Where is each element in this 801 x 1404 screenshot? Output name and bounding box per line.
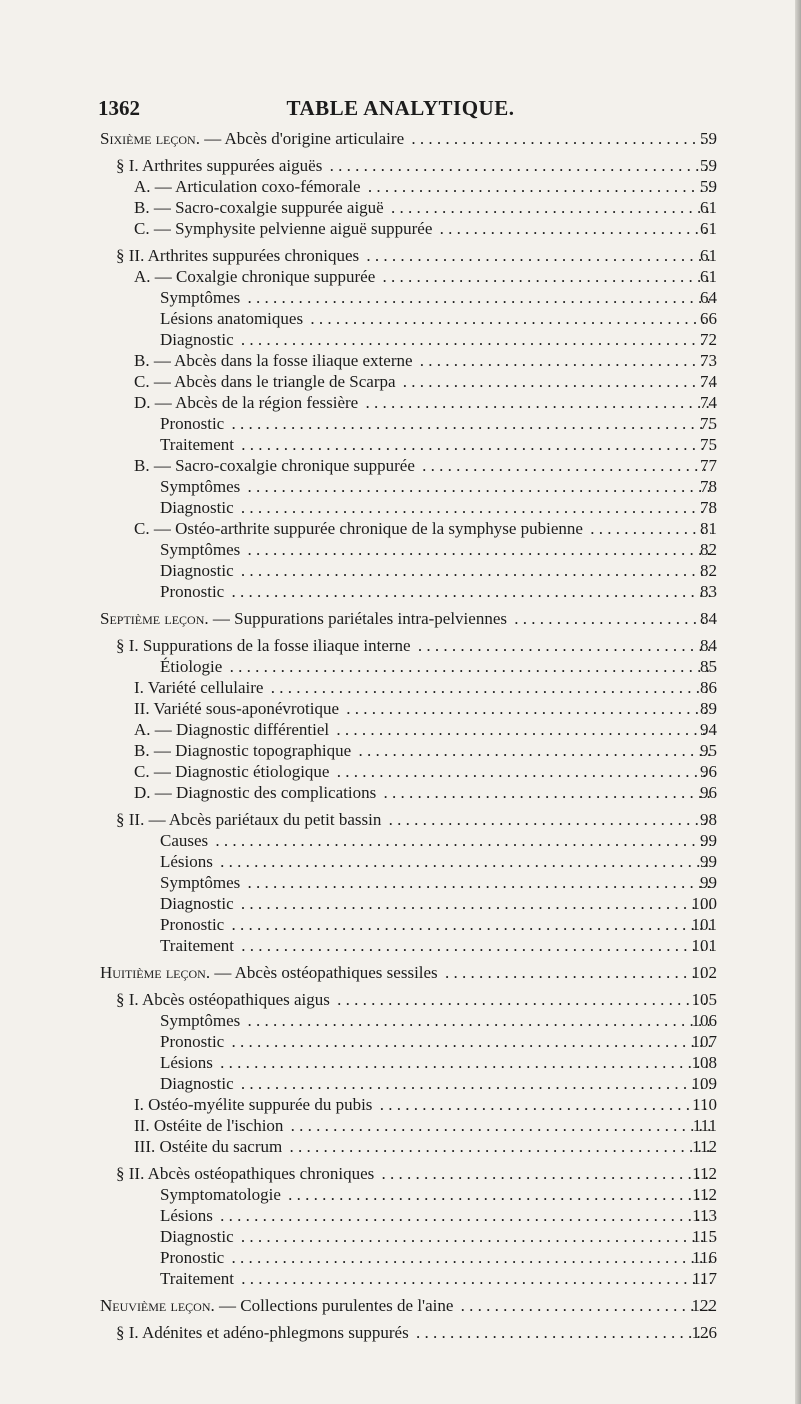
entry-text: A. — Coxalgie chronique suppurée [134, 267, 376, 286]
entry-page-number: 74 [700, 393, 717, 412]
entry-leader [160, 1052, 711, 1073]
entry-text: Pronostic [160, 915, 225, 934]
page-header [0, 96, 801, 126]
entry-text: C. — Symphysite pelvienne aiguë suppurée [134, 219, 433, 238]
toc-entry [0, 1136, 801, 1157]
entry-leader [160, 656, 711, 677]
entry-page-number: 72 [700, 330, 717, 349]
entry-title [116, 1164, 377, 1183]
toc-entry [0, 329, 801, 350]
entry-text: Diagnostic [160, 498, 234, 517]
toc-entry [0, 539, 801, 560]
entry-title [134, 720, 332, 739]
entry-leader [160, 1247, 711, 1268]
entry-page-number: 110 [692, 1095, 717, 1114]
toc-entry [0, 740, 801, 761]
entry-page-number: 113 [692, 1206, 717, 1225]
toc-entry [0, 1322, 801, 1343]
entry-leader [160, 1184, 711, 1205]
entry-leader [134, 197, 711, 218]
entry-page-number: 100 [691, 894, 717, 913]
entry-text: III. Ostéite du sacrum [134, 1137, 283, 1156]
entry-text: § I. Abcès ostéopathiques aigus [116, 990, 330, 1009]
toc-entry [0, 266, 801, 287]
entry-text: Lésions [160, 1053, 213, 1072]
entry-title [160, 1032, 227, 1051]
entry-title [134, 372, 399, 391]
entry-title [160, 1074, 237, 1093]
entry-title [134, 699, 342, 718]
toc-entry [0, 1247, 801, 1268]
entry-leader [160, 893, 711, 914]
entry-leader [160, 539, 711, 560]
entry-page-number: 85 [700, 657, 717, 676]
entry-title [160, 330, 237, 349]
entry-title [134, 267, 378, 286]
toc-entry [0, 392, 801, 413]
entry-title [160, 936, 237, 955]
entry-leader [160, 914, 711, 935]
entry-title [160, 873, 243, 892]
entry-text: I. Variété cellulaire [134, 678, 264, 697]
entry-title [116, 1323, 412, 1342]
entry-page-number: 61 [700, 198, 717, 217]
entry-leader [100, 128, 711, 149]
entry-title [116, 810, 384, 829]
toc-entry [0, 287, 801, 308]
toc-entry [0, 656, 801, 677]
entry-leader [134, 218, 711, 239]
entry-leader [160, 413, 711, 434]
entry-leader [160, 1010, 711, 1031]
entry-leader [100, 608, 711, 629]
entry-text: C. — Diagnostic étiologique [134, 762, 330, 781]
entry-text: B. — Sacro-coxalgie suppurée aiguë [134, 198, 384, 217]
entry-text: — Collections purulentes de l'aine [214, 1296, 454, 1315]
entry-leader [134, 1094, 711, 1115]
entry-title [160, 852, 216, 871]
entry-leader [160, 497, 711, 518]
entry-title [160, 657, 225, 676]
entry-title [160, 498, 237, 517]
toc-entry [0, 893, 801, 914]
entry-text: § II. Arthrites suppurées chroniques [116, 246, 360, 265]
entry-title [160, 561, 237, 580]
entry-page-number: 99 [700, 852, 717, 871]
toc-entry [0, 1031, 801, 1052]
entry-text: II. Variété sous-aponévrotique [134, 699, 340, 718]
entry-page-number: 61 [700, 267, 717, 286]
entry-text: § I. Suppurations de la fosse iliaque interne [116, 636, 411, 655]
toc-entry [0, 1052, 801, 1073]
entry-leader [134, 350, 711, 371]
entry-leader [116, 1322, 711, 1343]
toc-entry [0, 1268, 801, 1289]
entry-leader [134, 371, 711, 392]
entry-page-number: 94 [700, 720, 717, 739]
entry-title [116, 636, 414, 655]
toc-entry [0, 497, 801, 518]
entry-page-number: 77 [700, 456, 717, 475]
entry-page-number: 116 [692, 1248, 717, 1267]
entry-page-number: 109 [691, 1074, 717, 1093]
toc-entry [0, 719, 801, 740]
toc-entry [0, 455, 801, 476]
running-title: TABLE ANALYTIQUE. [286, 96, 515, 120]
entry-title [160, 288, 243, 307]
entry-leader [134, 266, 711, 287]
entry-page-number: 96 [700, 762, 717, 781]
entry-page-number: 81 [700, 519, 717, 538]
entry-leader [134, 719, 711, 740]
lesson-label: Neuvième leçon. [100, 1296, 215, 1315]
entry-text: II. Ostéite de l'ischion [134, 1116, 284, 1135]
entry-text: Lésions [160, 852, 213, 871]
entry-title [160, 582, 227, 601]
entry-text: Symptômes [160, 288, 241, 307]
toc-lesson-entry [0, 608, 801, 629]
entry-page-number: 59 [700, 177, 717, 196]
entry-title [160, 1269, 237, 1288]
entry-page-number: 59 [700, 156, 717, 175]
entry-text: Pronostic [160, 1032, 225, 1051]
entry-page-number: 78 [700, 498, 717, 517]
entry-text: B. — Sacro-coxalgie chronique suppurée [134, 456, 415, 475]
entry-page-number: 84 [700, 636, 717, 655]
entry-title [160, 435, 237, 454]
toc-entry [0, 935, 801, 956]
entry-page-number: 105 [691, 990, 717, 1009]
entry-page-number: 64 [700, 288, 717, 307]
entry-text: Traitement [160, 936, 234, 955]
page-number: 1362 [98, 96, 140, 120]
toc-entry [0, 155, 801, 176]
entry-title [160, 1053, 216, 1072]
entry-page-number: 111 [692, 1116, 717, 1135]
entry-page-number: 122 [691, 1296, 717, 1315]
entry-page-number: 75 [700, 414, 717, 433]
entry-title [160, 477, 243, 496]
toc-entry [0, 914, 801, 935]
entry-page-number: 126 [691, 1323, 717, 1342]
entry-leader [160, 935, 711, 956]
toc-entry [0, 635, 801, 656]
entry-leader [116, 635, 711, 656]
toc-entry [0, 851, 801, 872]
entry-page-number: 74 [700, 372, 717, 391]
entry-leader [160, 851, 711, 872]
entry-text: § I. Adénites et adéno-phlegmons suppurés [116, 1323, 409, 1342]
toc-entry [0, 1010, 801, 1031]
entry-leader [116, 1163, 711, 1184]
toc-entry [0, 518, 801, 539]
entry-leader [116, 245, 711, 266]
entry-text: Diagnostic [160, 1227, 234, 1246]
entry-text: A. — Diagnostic différentiel [134, 720, 330, 739]
toc-entry [0, 197, 801, 218]
toc-entry [0, 1115, 801, 1136]
entry-title [116, 990, 333, 1009]
entry-title [100, 609, 510, 628]
entry-leader [116, 989, 711, 1010]
entry-leader [160, 1031, 711, 1052]
entry-text: Lésions anatomiques [160, 309, 304, 328]
entry-page-number: 108 [691, 1053, 717, 1072]
toc-entry [0, 1073, 801, 1094]
entry-page-number: 61 [700, 219, 717, 238]
entry-title [134, 177, 364, 196]
entry-leader [160, 581, 711, 602]
toc-entry [0, 218, 801, 239]
entry-leader [134, 1136, 711, 1157]
entry-title [100, 1296, 456, 1315]
entry-text: B. — Abcès dans la fosse iliaque externe [134, 351, 413, 370]
toc-entry [0, 245, 801, 266]
entry-text: Symptômes [160, 1011, 241, 1030]
entry-text: — Abcès ostéopathiques sessiles [210, 963, 438, 982]
entry-leader [134, 677, 711, 698]
entry-leader [160, 560, 711, 581]
entry-text: — Abcès d'origine articulaire [199, 129, 405, 148]
entry-title [134, 519, 586, 538]
entry-text: § I. Arthrites suppurées aiguës [116, 156, 323, 175]
toc-entry [0, 872, 801, 893]
entry-leader [160, 1205, 711, 1226]
entry-leader [160, 1073, 711, 1094]
entry-page-number: 83 [700, 582, 717, 601]
entry-text: B. — Diagnostic topographique [134, 741, 352, 760]
entry-title [160, 414, 227, 433]
entry-text: Symptomatologie [160, 1185, 281, 1204]
entry-leader [160, 329, 711, 350]
entry-text: Lésions [160, 1206, 213, 1225]
entry-page-number: 78 [700, 477, 717, 496]
toc-entry [0, 581, 801, 602]
table-of-contents [0, 128, 801, 1343]
entry-text: D. — Diagnostic des complications [134, 783, 377, 802]
entry-page-number: 86 [700, 678, 717, 697]
entry-leader [134, 455, 711, 476]
toc-entry [0, 308, 801, 329]
entry-title [160, 894, 237, 913]
toc-entry [0, 677, 801, 698]
entry-text: D. — Abcès de la région fessière [134, 393, 359, 412]
toc-entry [0, 371, 801, 392]
entry-leader [160, 830, 711, 851]
entry-page-number: 59 [700, 129, 717, 148]
entry-page-number: 61 [700, 246, 717, 265]
entry-page-number: 82 [700, 561, 717, 580]
entry-page-number: 107 [691, 1032, 717, 1051]
entry-title [134, 1095, 375, 1114]
toc-lesson-entry [0, 962, 801, 983]
entry-title [134, 741, 354, 760]
lesson-label: Septième leçon. [100, 609, 209, 628]
entry-title [134, 783, 379, 802]
toc-entry [0, 1163, 801, 1184]
entry-leader [134, 698, 711, 719]
toc-entry [0, 434, 801, 455]
entry-text: § II. Abcès ostéopathiques chroniques [116, 1164, 375, 1183]
entry-leader [134, 782, 711, 803]
toc-lesson-entry [0, 128, 801, 149]
entry-page-number: 99 [700, 873, 717, 892]
toc-entry [0, 989, 801, 1010]
toc-entry [0, 350, 801, 371]
toc-entry [0, 698, 801, 719]
entry-text: § II. — Abcès pariétaux du petit bassin [116, 810, 382, 829]
entry-text: Traitement [160, 1269, 234, 1288]
toc-entry [0, 560, 801, 581]
toc-entry [0, 1184, 801, 1205]
entry-page-number: 75 [700, 435, 717, 454]
entry-page-number: 106 [691, 1011, 717, 1030]
entry-page-number: 112 [692, 1137, 717, 1156]
toc-entry [0, 761, 801, 782]
entry-leader [134, 392, 711, 413]
entry-title [134, 1137, 285, 1156]
entry-text: Diagnostic [160, 1074, 234, 1093]
entry-title [160, 1206, 216, 1225]
entry-page-number: 117 [692, 1269, 717, 1288]
entry-leader [134, 518, 711, 539]
entry-text: Pronostic [160, 414, 225, 433]
entry-leader [160, 476, 711, 497]
entry-title [134, 762, 332, 781]
toc-entry [0, 476, 801, 497]
entry-page-number: 101 [691, 936, 717, 955]
entry-page-number: 101 [691, 915, 717, 934]
entry-page-number: 82 [700, 540, 717, 559]
entry-title [160, 540, 243, 559]
entry-leader [160, 872, 711, 893]
entry-title [160, 1248, 227, 1267]
entry-leader [134, 1115, 711, 1136]
entry-page-number: 112 [692, 1185, 717, 1204]
toc-entry [0, 1226, 801, 1247]
entry-page-number: 99 [700, 831, 717, 850]
entry-title [134, 678, 266, 697]
toc-entry [0, 1205, 801, 1226]
entry-title [100, 963, 441, 982]
entry-text: Symptômes [160, 477, 241, 496]
entry-title [160, 1185, 284, 1204]
entry-leader [100, 1295, 711, 1316]
entry-text: Diagnostic [160, 561, 234, 580]
entry-title [100, 129, 407, 148]
lesson-label: Sixième leçon. [100, 129, 200, 148]
entry-title [160, 831, 211, 850]
toc-entry [0, 1094, 801, 1115]
entry-leader [134, 740, 711, 761]
entry-leader [116, 155, 711, 176]
entry-title [134, 219, 435, 238]
entry-title [116, 156, 325, 175]
entry-title [160, 1227, 237, 1246]
entry-page-number: 96 [700, 783, 717, 802]
entry-text: C. — Abcès dans le triangle de Scarpa [134, 372, 396, 391]
entry-text: Symptômes [160, 540, 241, 559]
entry-text: Diagnostic [160, 894, 234, 913]
entry-title [134, 456, 418, 475]
toc-entry [0, 809, 801, 830]
entry-page-number: 89 [700, 699, 717, 718]
entry-page-number: 84 [700, 609, 717, 628]
entry-leader [160, 434, 711, 455]
entry-title [116, 246, 362, 265]
entry-text: Causes [160, 831, 209, 850]
entry-title [134, 351, 416, 370]
entry-page-number: 112 [692, 1164, 717, 1183]
entry-title [134, 1116, 286, 1135]
entry-text: Symptômes [160, 873, 241, 892]
entry-text: Pronostic [160, 582, 225, 601]
entry-text: Diagnostic [160, 330, 234, 349]
entry-leader [160, 308, 711, 329]
entry-text: I. Ostéo-myélite suppurée du pubis [134, 1095, 373, 1114]
entry-title [134, 198, 387, 217]
lesson-label: Huitième leçon. [100, 963, 211, 982]
entry-leader [100, 962, 711, 983]
toc-entry [0, 830, 801, 851]
toc-lesson-entry [0, 1295, 801, 1316]
entry-page-number: 95 [700, 741, 717, 760]
entry-title [160, 1011, 243, 1030]
entry-page-number: 98 [700, 810, 717, 829]
entry-leader [134, 176, 711, 197]
entry-text: — Suppurations pariétales intra-pelviennes [208, 609, 507, 628]
entry-title [160, 309, 306, 328]
entry-leader [160, 287, 711, 308]
entry-text: C. — Ostéo-arthrite suppurée chronique de la symphyse pubienne [134, 519, 583, 538]
entry-title [134, 393, 361, 412]
entry-title [160, 915, 227, 934]
entry-text: Pronostic [160, 1248, 225, 1267]
entry-text: Traitement [160, 435, 234, 454]
entry-leader [134, 761, 711, 782]
toc-entry [0, 782, 801, 803]
entry-page-number: 115 [692, 1227, 717, 1246]
entry-page-number: 73 [700, 351, 717, 370]
entry-leader [160, 1268, 711, 1289]
toc-entry [0, 176, 801, 197]
entry-page-number: 102 [691, 963, 717, 982]
entry-leader [160, 1226, 711, 1247]
entry-page-number: 66 [700, 309, 717, 328]
entry-leader [116, 809, 711, 830]
toc-entry [0, 413, 801, 434]
entry-text: Étiologie [160, 657, 223, 676]
entry-text: A. — Articulation coxo-fémorale [134, 177, 361, 196]
